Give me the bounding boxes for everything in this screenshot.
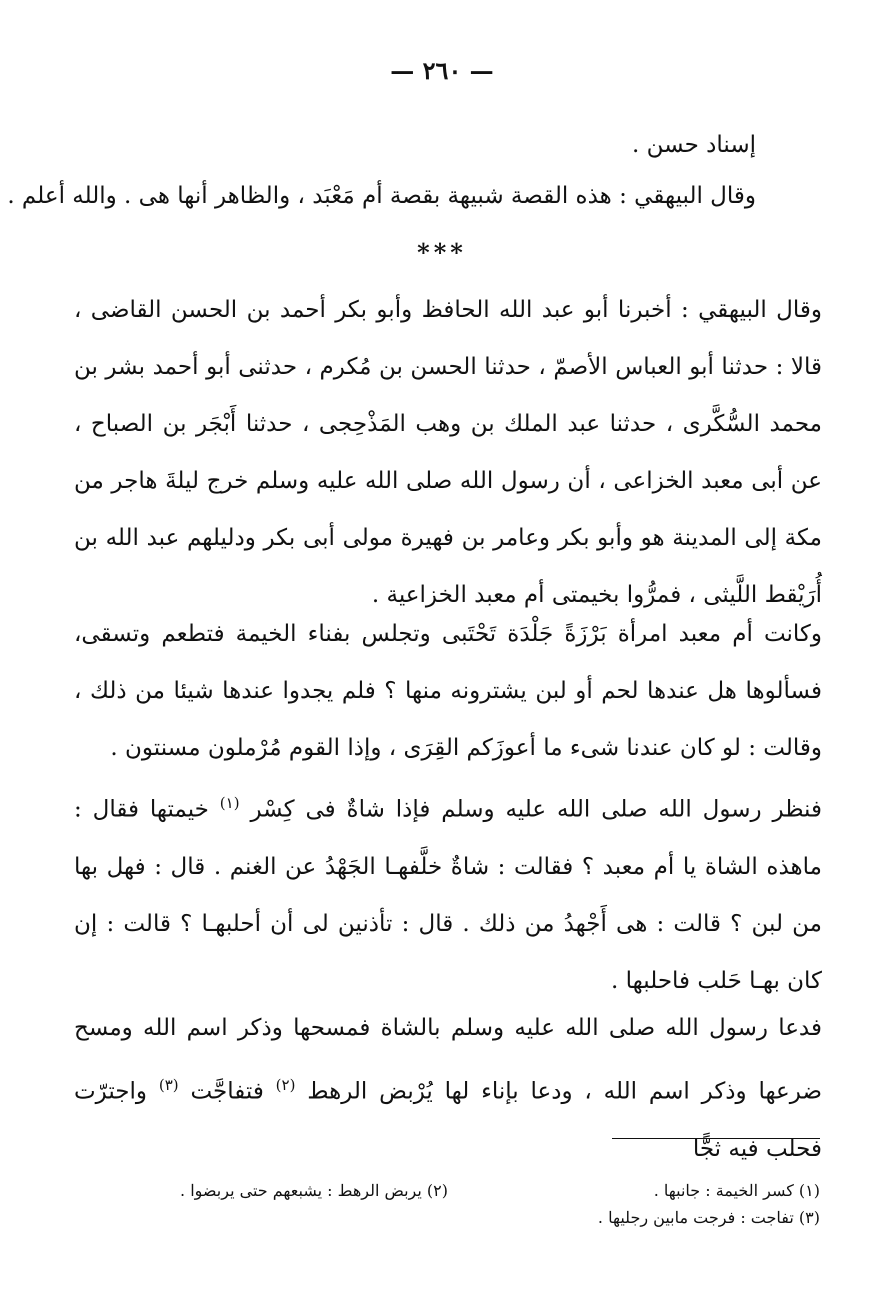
footnote-3: (٣) تفاجت : فرجت مابين رجليها .	[597, 1208, 820, 1227]
paragraph-isnad: وقال البيهقي : أخبرنا أبو عبد الله الحافظ وأبو بكر أحمد بن الحسن القاضى ، قالا : حدثنا أبو العباس الأصمّ ، حدثنا الحسن بن مُكرم ، حدثنى أبو أحمد بشر بن محمد السُّكَّرى ، حدثنا عبد الملك بن وهب المَذْحِجى ، حدثنا أَبْجَر بن الصباح ، عن أبى معبد الخزاعى ، أن رسول الله صلى الله عليه وسلم خرج ليلةَ هاجر من مكة إلى المدينة هو وأبو بكر وعامر بن فهيرة مولى أبى بكر ودليلهم عبد الله بن أُرَيْقط اللَّيثى ، فمرُّوا بخيمتى أم معبد الخزاعية .	[74, 297, 822, 608]
paragraph-sheep-start: فنظر رسول الله صلى الله عليه وسلم فإذا شاةٌ فى كِسْر	[250, 796, 822, 823]
footnote-marker-3: (٣)	[158, 1076, 179, 1094]
intro-line-2: وقال البيهقي : هذه القصة شبيهة بقصة أم مَعْبَد ، والظاهر أنها هى . والله أعلم .	[7, 183, 756, 209]
paragraph-sheep	[74, 775, 822, 1010]
paragraph-umm-mabad: وكانت أم معبد امرأة بَرْزَةً جَلْدَة تَحْتَبى وتجلس بفناء الخيمة فتطعم وتسقى، فسألوها هل عندها لحم أو لبن يشترونه منها ؟ فلم يجدوا عندها شيئا من ذلك ، وقالت : لو كان عندنا شىء ما أعوزَكم القِرَى ، وإذا القوم مُرْملون مسنتون .	[74, 621, 822, 761]
paragraph-milking-end: واجترّت فحلب فيه ثجًّا	[74, 1078, 822, 1162]
paragraph-sheep-rest: خيمتها فقال : ماهذه الشاة يا أم معبد ؟ فقالت : شاةٌ خلَّفهـا الجَهْدُ عن الغنم . قال : فهل بها من لبن ؟ قالت : هى أَجْهدُ من ذلك . قال : تأذنين لى أن أحلبهـا ؟ قالت : إن كان بهـا حَلب فاحلبها .	[74, 796, 822, 994]
paragraph-milking	[74, 1000, 822, 1178]
footnote-marker-2: (٢)	[275, 1076, 296, 1094]
paragraph-milking-start: فدعا رسول الله صلى الله عليه وسلم بالشاة فمسحها وذكر اسم الله ومسح ضرعها وذكر اسم الله ، ودعا بإناء لها يُرْبض الرهط	[74, 1015, 823, 1105]
footnote-marker-1: (١)	[219, 794, 240, 812]
page-number: — ٢٦٠ —	[390, 56, 494, 85]
footnote-divider	[612, 1138, 820, 1139]
footnote-2: (٢) يربض الرهط : يشبعهم حتى يربضوا .	[180, 1181, 448, 1200]
footnote-1: (١) كسر الخيمة : جانبها .	[653, 1181, 820, 1200]
section-separator: ***	[417, 238, 467, 267]
intro-line-1: إسناد حسن .	[631, 132, 756, 158]
paragraph-milking-middle: فتفاجَّت	[190, 1078, 264, 1105]
